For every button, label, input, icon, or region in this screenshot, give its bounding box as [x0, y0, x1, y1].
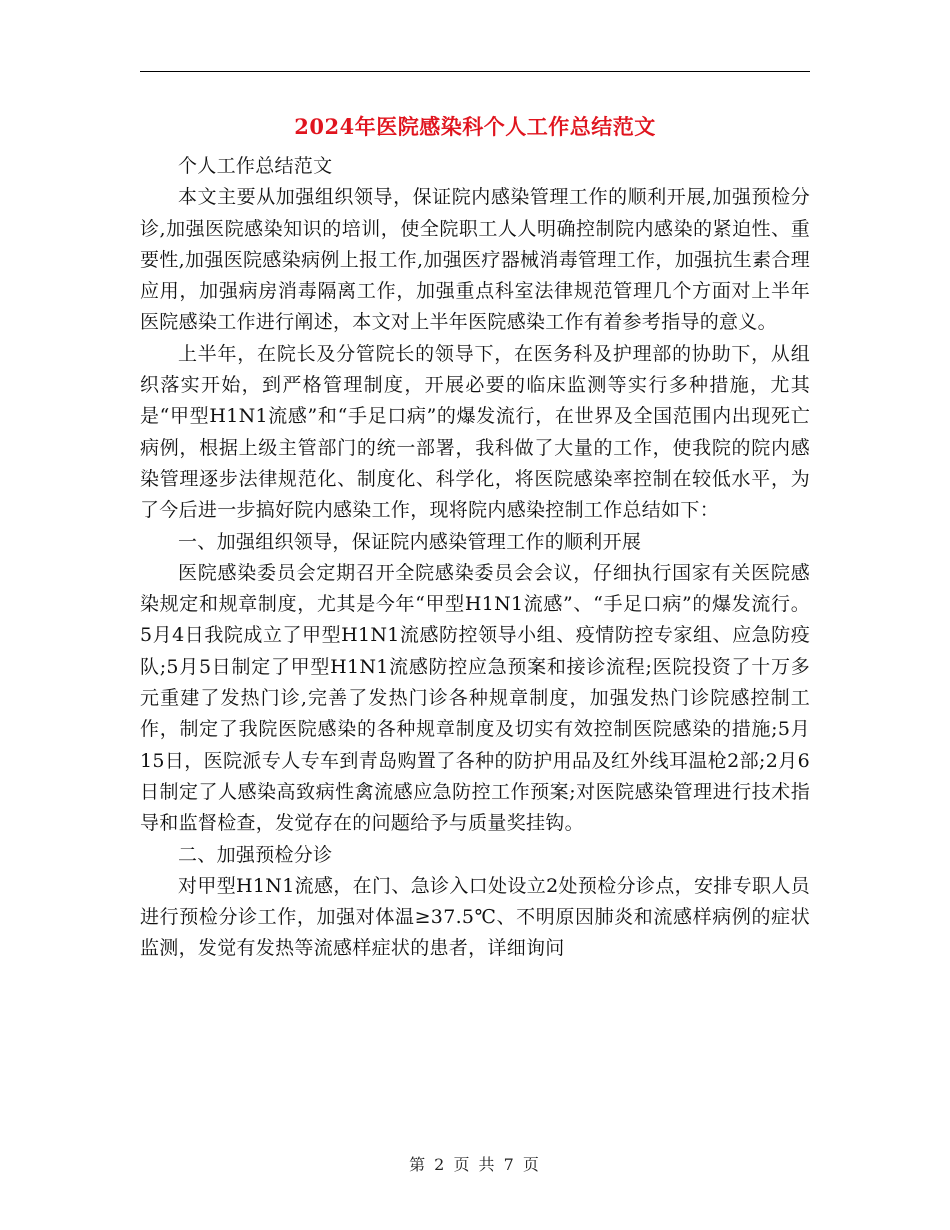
section-heading: 个人工作总结范文 — [178, 155, 333, 177]
section-heading: 二、加强预检分诊 — [178, 843, 333, 866]
document-title: 2024年医院感染科个人工作总结范文 — [294, 114, 656, 139]
section-heading: 一、加强组织领导，保证院内感染管理工作的顺利开展 — [178, 530, 642, 553]
body-paragraph: 对甲型H1N1流感，在门、急诊入口处设立2处预检分诊点，安排专职人员进行预检分诊工作，加强对体温≥37.5℃、不明原因肺炎和流感样病例的症状监测，发觉有发热等流感样症状的患者，详细询问 — [140, 874, 810, 960]
page-number-footer: 第 2 页 共 7 页 — [409, 1155, 541, 1174]
body-paragraph: 上半年，在院长及分管院长的领导下，在医务科及护理部的协助下，从组织落实开始，到严格管理制度，开展必要的临床监测等实行多种措施，尤其是“甲型H1N1流感”和“手足口病”的爆发流行，在世界及全国范围内出现死亡病例，根据上级主管部门的统一部署，我科做了大量的工作，使我院的院内感染管理逐步法律规范化、制度化、科学化，将医院感染率控制在较低水平，为了今后进一步搞好院内感染工作，现将院内感染控制工作总结如下： — [140, 342, 810, 522]
header-rule — [140, 71, 810, 72]
document-body — [140, 151, 810, 965]
body-paragraph: 医院感染委员会定期召开全院感染委员会会议，仔细执行国家有关医院感染规定和规章制度，尤其是今年“甲型H1N1流感”、“手足口病”的爆发流行。5月4日我院成立了甲型H1N1流感防控领导小组、疫情防控专家组、应急防疫队;5月5日制定了甲型H1N1流感防控应急预案和接诊流程;医院投资了十万多元重建了发热门诊,完善了发热门诊各种规章制度，加强发热门诊院感控制工作，制定了我院医院感染的各种规章制度及切实有效控制医院感染的措施;5月15日，医院派专人专车到青岛购置了各种的防护用品及红外线耳温枪2部;2月6日制定了人感染高致病性禽流感应急防控工作预案;对医院感染管理进行技术指导和监督检查，发觉存在的问题给予与质量奖挂钩。 — [140, 561, 810, 835]
body-paragraph: 本文主要从加强组织领导，保证院内感染管理工作的顺利开展,加强预检分诊,加强医院感染知识的培训，使全院职工人人明确控制院内感染的紧迫性、重要性,加强医院感染病例上报工作,加强医疗器械消毒管理工作，加强抗生素合理应用，加强病房消毒隔离工作，加强重点科室法律规范管理几个方面对上半年医院感染工作进行阐述，本文对上半年医院感染工作有着参考指导的意义。 — [140, 186, 810, 334]
